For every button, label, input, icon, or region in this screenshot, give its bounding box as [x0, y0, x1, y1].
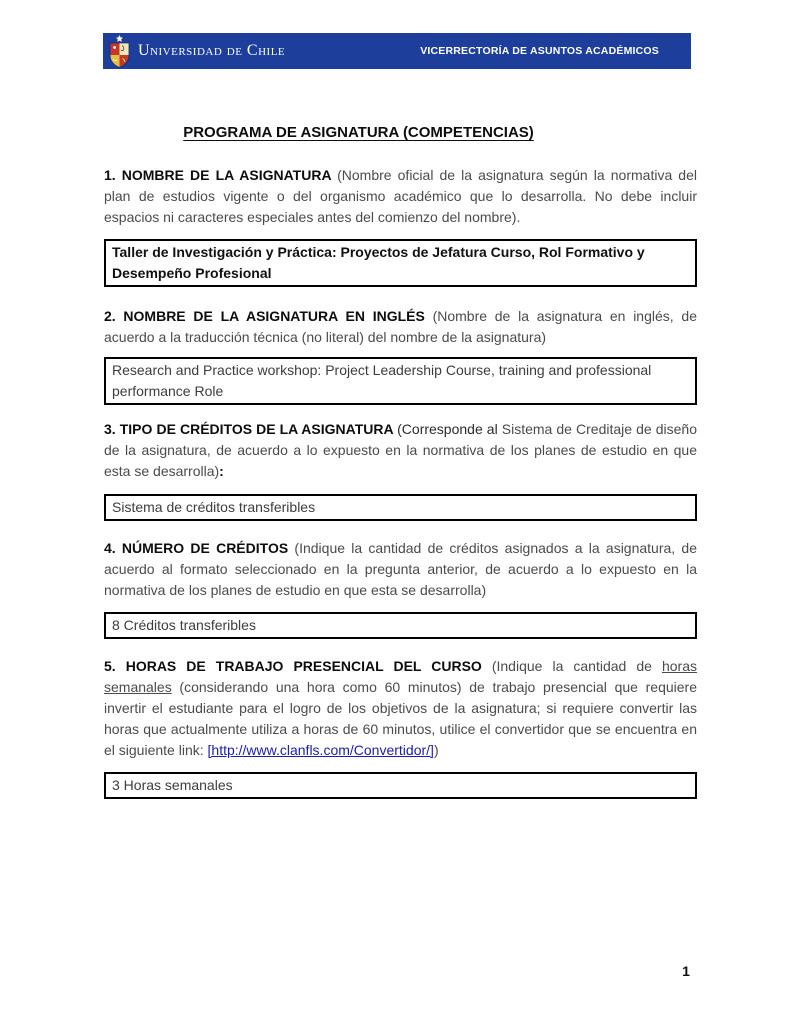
question-text-fragment: )	[433, 742, 439, 758]
document-title: PROGRAMA DE ASIGNATURA (COMPETENCIAS)	[183, 124, 534, 141]
university-wordmark: Universidad de Chile	[138, 42, 286, 59]
answer-text-1: Taller de Investigación y Práctica: Proyectos de Jefatura Curso, Rol Formativo y Desempeño Profesional	[112, 244, 645, 281]
question-section-5	[104, 656, 697, 799]
universidad-de-chile-crest-icon	[108, 35, 131, 68]
answer-text-2: Research and Practice workshop: Project Leadership Course, training and professional performance Role	[112, 362, 652, 399]
question-text-fragment: (Nombre oficial de la asignatura según la normativa del plan de estudios vigente o del organismo académico que lo desarrolla. No debe incluir espacios ni caracteres especiales antes del comienzo del nombre).	[104, 167, 697, 225]
question-text-fragment: (Nombre de la asignatura en inglés, de acuerdo a la traducción técnica (no literal) del nombre de la asignatura)	[104, 308, 697, 345]
answer-box-2	[104, 357, 697, 405]
question-text-5	[104, 656, 697, 761]
question-text-4	[104, 538, 697, 601]
question-section-3	[104, 419, 697, 521]
answer-box-1	[104, 239, 697, 287]
banner-left-group	[108, 33, 285, 69]
question-text-fragment: (Corresponde al	[397, 421, 502, 437]
question-text-2	[104, 306, 697, 348]
question-section-4	[104, 538, 697, 639]
vicerrectoria-label: VICERRECTORÍA DE ASUNTOS ACADÉMICOS	[420, 45, 659, 57]
question-text-fragment: 4. NÚMERO DE CRÉDITOS	[104, 540, 295, 556]
header-banner	[103, 33, 691, 69]
document-content	[104, 69, 697, 799]
answer-text-4: 8 Créditos transferibles	[112, 617, 256, 633]
answer-box-4	[104, 612, 697, 639]
question-text-fragment: Sistema de Creditaje de diseño de la asignatura, de acuerdo a lo expuesto en la normativa de los planes de estudio en que esta se desarrolla)	[104, 421, 698, 479]
question-text-fragment: horas semanales	[104, 658, 697, 695]
question-text-1	[104, 165, 697, 228]
question-text-fragment: :	[219, 463, 224, 479]
page-number: 1	[682, 963, 690, 979]
question-text-fragment: (Indique la cantidad de créditos asignados a la asignatura, de acuerdo al formato seleccionado en la pregunta anterior, de acuerdo a lo expuesto en la normativa de los planes de estudio en que esta se desarrolla)	[104, 540, 697, 598]
question-section-1	[104, 165, 697, 287]
question-text-fragment: 2. NOMBRE DE LA ASIGNATURA EN INGLÉS	[104, 308, 433, 324]
question-text-fragment: 1. NOMBRE DE LA ASIGNATURA	[104, 167, 338, 183]
question-text-3	[104, 419, 697, 482]
question-text-fragment: (considerando una hora como 60 minutos) de trabajo presencial que requiere invertir el estudiante para el logro de los objetivos de la asignatura; si requiere convertir las horas que actualmente utiliza a horas de 60 minutos, utilice el convertidor que se encuentra en el siguiente link:	[104, 679, 697, 758]
answer-box-3	[104, 494, 697, 521]
question-text-fragment: 5. HORAS DE TRABAJO PRESENCIAL DEL CURSO	[104, 658, 492, 674]
answer-text-3: Sistema de créditos transferibles	[112, 499, 316, 515]
convertidor-link[interactable]: [http://www.clanfls.com/Convertidor/]	[207, 742, 434, 758]
answer-box-5	[104, 772, 697, 799]
question-text-fragment: (Indique la cantidad de	[491, 658, 662, 674]
question-section-2	[104, 306, 697, 405]
question-text-fragment: 3. TIPO DE CRÉDITOS DE LA ASIGNATURA	[104, 421, 398, 437]
answer-text-5: 3 Horas semanales	[112, 777, 233, 793]
sections-container	[104, 165, 697, 799]
